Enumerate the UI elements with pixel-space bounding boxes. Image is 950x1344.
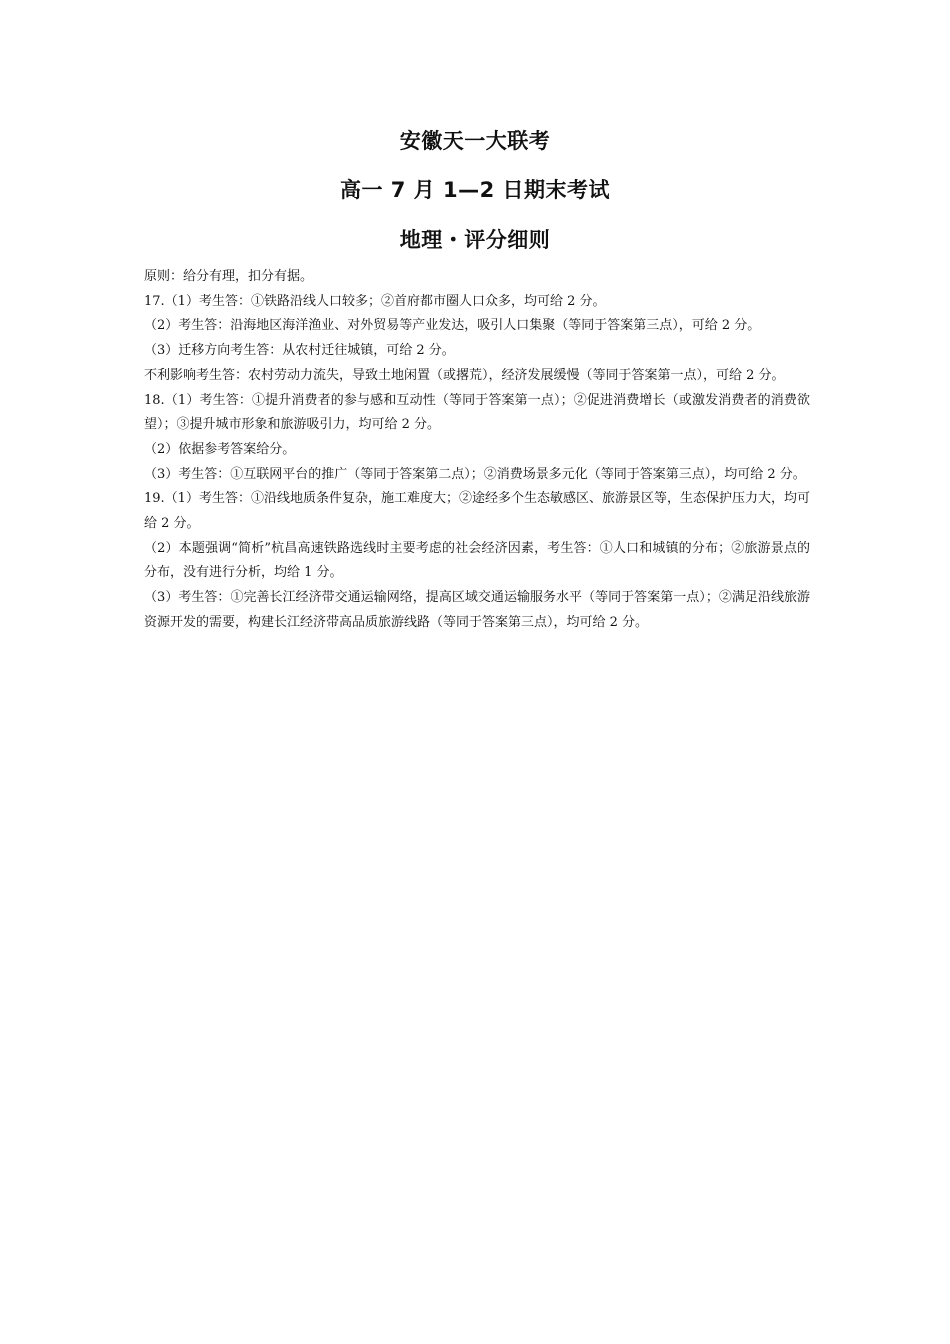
- principle-paragraph: 原则：给分有理，扣分有据。: [144, 269, 314, 284]
- q19-part2-paragraph: （2）本题强调“简析”杭昌高速铁路选线时主要考虑的社会经济因素，考生答：①人口和城镇的分布；②旅游景点的分布，没有进行分析，均给 1 分。: [144, 540, 810, 581]
- subject-title: 地理・评分细则: [399, 228, 551, 252]
- exam-organizer-title: 安徽天一大联考: [399, 129, 551, 153]
- q18-part2-paragraph: （2）依据参考答案给分。: [144, 441, 296, 457]
- q17-part3-paragraph: （3）迁移方向考生答：从农村迁往城镇，可给 2 分。: [144, 343, 455, 359]
- q18-part1-paragraph: 18.（1）考生答：①提升消费者的参与感和互动性（等同于答案第一点）；②促进消费增长（或激发消费者的消费欲望）；③提升城市形象和旅游吸引力，均可给 2 分。: [144, 392, 810, 433]
- q17-part2-paragraph: （2）考生答：沿海地区海洋渔业、对外贸易等产业发达，吸引人口集聚（等同于答案第三点），可给 2 分。: [144, 318, 761, 334]
- document-body: [144, 265, 810, 636]
- q18-part3-paragraph: （3）考生答：①互联网平台的推广（等同于答案第二点）；②消费场景多元化（等同于答案第三点），均可给 2 分。: [144, 466, 806, 482]
- exam-name-title: 高一 7 月 1—2 日期末考试: [339, 178, 611, 202]
- q19-part3-paragraph: （3）考生答：①完善长江经济带交通运输网络，提高区域交通运输服务水平（等同于答案第一点）；②满足沿线旅游资源开发的需要，构建长江经济带高品质旅游线路（等同于答案第三点），均可给 2 分。: [144, 590, 810, 630]
- q19-part1-paragraph: 19.（1）考生答：①沿线地质条件复杂，施工难度大；②途经多个生态敏感区、旅游景区等，生态保护压力大，均可给 2 分。: [144, 491, 810, 532]
- q17-part3-impact-paragraph: 不利影响考生答：农村劳动力流失，导致土地闲置（或撂荒），经济发展缓慢（等同于答案第一点），可给 2 分。: [144, 367, 785, 383]
- q17-part1-paragraph: 17.（1）考生答：①铁路沿线人口较多；②首府都市圈人口众多，均可给 2 分。: [144, 293, 606, 309]
